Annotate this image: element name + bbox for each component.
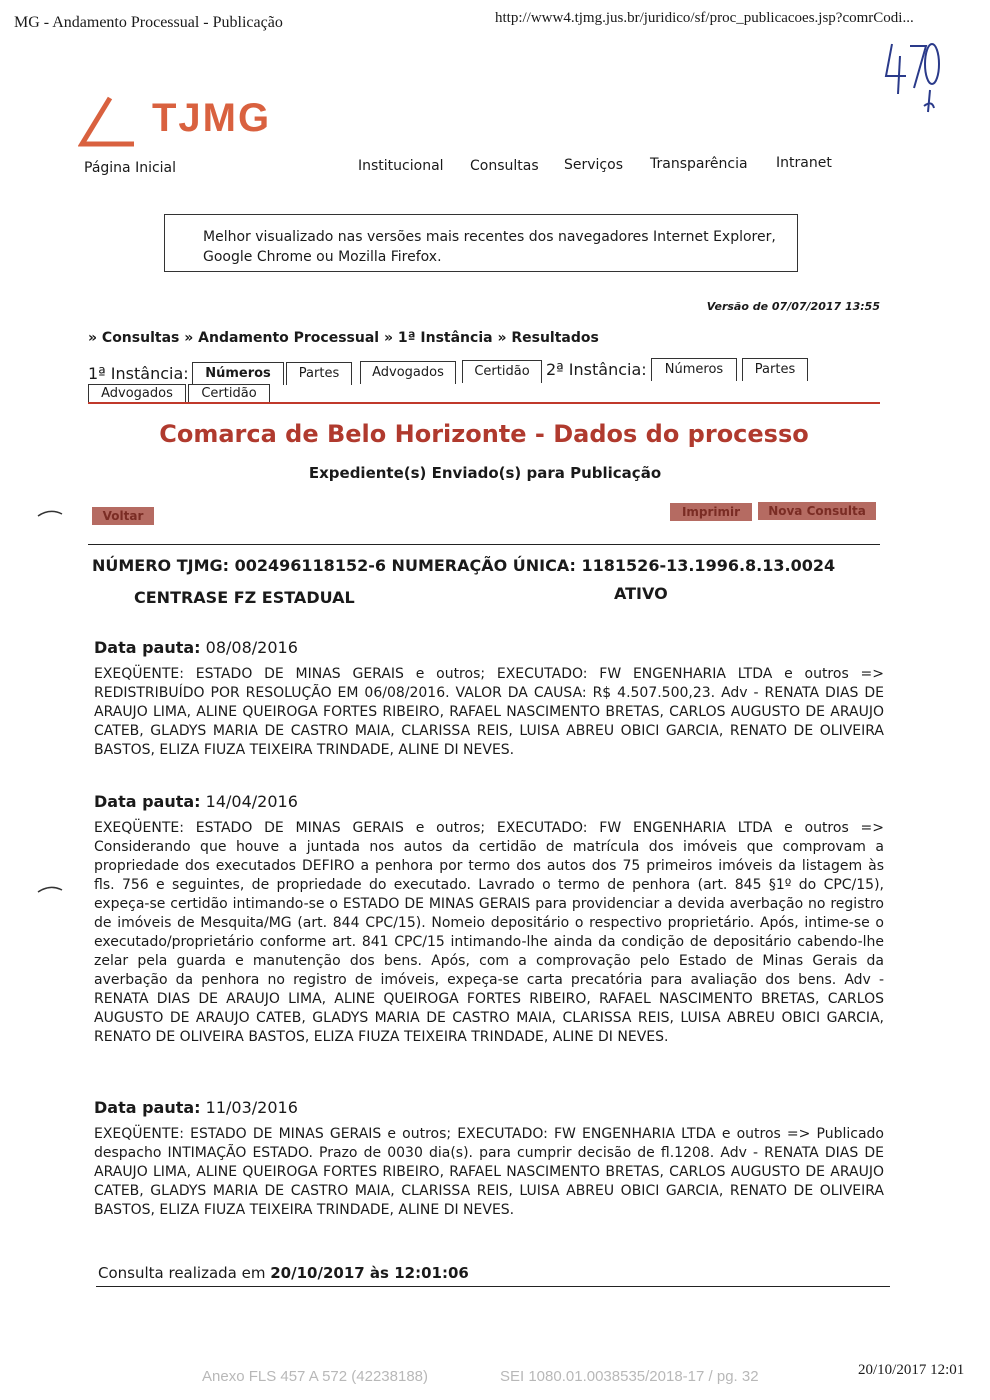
status-badge: ATIVO: [614, 584, 668, 603]
entry-date: 11/03/2016: [205, 1098, 298, 1117]
second-instance-label: 2ª Instância:: [546, 360, 647, 379]
list-item: [94, 792, 884, 1047]
section-divider: [88, 544, 880, 545]
entry-date-label: Data pauta:: [94, 1098, 201, 1117]
query-timestamp: [98, 1264, 469, 1282]
print-header-url: http://www4.tjmg.jus.br/juridico/sf/proc_publicacoes.jsp?comrCodi...: [495, 10, 914, 26]
back-button[interactable]: Voltar: [92, 507, 154, 525]
tab-first-advogados-row2[interactable]: Advogados: [88, 384, 186, 403]
nav-item-institucional[interactable]: Institucional: [358, 158, 444, 174]
bottom-divider: [96, 1286, 890, 1287]
query-datetime: 20/10/2017 às 12:01:06: [270, 1264, 469, 1282]
entry-date: 08/08/2016: [205, 638, 298, 657]
tab-first-certidao-row2[interactable]: Certidão: [188, 384, 270, 403]
triangle-logo-icon: [78, 94, 138, 150]
entry-date-row: [94, 792, 884, 811]
list-item: [94, 1098, 884, 1220]
tab-second-partes[interactable]: Partes: [742, 358, 808, 381]
print-header-title: MG - Andamento Processual - Publicação: [14, 14, 283, 31]
tabs-divider: [88, 402, 880, 404]
first-instance-label: 1ª Instância:: [88, 364, 189, 383]
scan-punch-mark: [36, 884, 64, 894]
page-subtitle: Expediente(s) Enviado(s) para Publicação: [308, 464, 662, 482]
print-button[interactable]: Imprimir: [670, 503, 752, 521]
entry-date-label: Data pauta:: [94, 638, 201, 657]
footer-print-datetime: 20/10/2017 12:01: [858, 1362, 965, 1378]
entry-date-row: [94, 1098, 884, 1117]
entry-date-row: [94, 638, 884, 657]
home-link[interactable]: Página Inicial: [84, 160, 177, 176]
scan-punch-mark: [36, 508, 64, 518]
nav-item-transparencia[interactable]: Transparência: [650, 156, 748, 172]
new-query-button[interactable]: Nova Consulta: [758, 502, 876, 520]
footer-sei-ref: SEI 1080.01.0038535/2018-17 / pg. 32: [500, 1368, 759, 1385]
entry-text: EXEQÜENTE: ESTADO DE MINAS GERAIS e outros; EXECUTADO: FW ENGENHARIA LTDA e outros => Publicado despacho INTIMAÇÃO ESTADO. Prazo de 0030 dia(s). para cumprir decisão de fl.1208. Adv - RENATA DIAS DE ARAUJO LIMA, ALINE QUEIROGA FORTES RIBEIRO, RAFAEL NASCIMENTO BRETAS, CARLOS AUGUSTO DE ARAUJO CATEB, GLADYS MARIA DE CASTRO MAIA, CLARISSA REIS, LUISA ABREU OBICI GARCIA, RENATO DE OLIVEIRA BASTOS, ELIZA FIUZA TEIXEIRA TRINDADE, ALINE DI NEVES.: [94, 1126, 884, 1218]
browser-notice: Melhor visualizado nas versões mais recentes dos navegadores Internet Explorer, Google Chrome ou Mozilla Firefox.: [164, 214, 798, 272]
nav-item-intranet[interactable]: Intranet: [776, 155, 832, 171]
logo-text: TJMG: [152, 96, 272, 140]
nav-item-servicos[interactable]: Serviços: [564, 157, 623, 173]
tab-first-certidao[interactable]: Certidão: [462, 360, 542, 383]
list-item: [94, 638, 884, 760]
handwritten-page-number: [882, 36, 942, 116]
main-nav: [358, 154, 878, 178]
tab-first-advogados[interactable]: Advogados: [360, 361, 456, 384]
entry-text: EXEQÜENTE: ESTADO DE MINAS GERAIS e outros; EXECUTADO: FW ENGENHARIA LTDA e outros => REDISTRIBUÍDO POR RESOLUÇÃO EM 06/08/2016. VALOR DA CAUSA: R$ 4.507.500,23. Adv - RENATA DIAS DE ARAUJO LIMA, ALINE QUEIROGA FORTES RIBEIRO, RAFAEL NASCIMENTO BRETAS, CARLOS AUGUSTO DE ARAUJO CATEB, GLADYS MARIA DE CASTRO MAIA, CLARISSA REIS, LUISA ABREU OBICI GARCIA, RENATO DE OLIVEIRA BASTOS, ELIZA FIUZA TEIXEIRA TRINDADE, ALINE DI NEVES.: [94, 666, 884, 758]
tab-second-numeros[interactable]: Números: [651, 358, 737, 381]
court-name: CENTRASE FZ ESTADUAL: [134, 588, 355, 607]
nav-item-consultas[interactable]: Consultas: [470, 158, 539, 174]
footer-attachment-ref: Anexo FLS 457 A 572 (42238188): [202, 1368, 429, 1385]
entry-date: 14/04/2016: [205, 792, 298, 811]
page-title: Comarca de Belo Horizonte - Dados do processo: [159, 420, 809, 448]
tab-first-partes[interactable]: Partes: [286, 362, 352, 385]
breadcrumb: » Consultas » Andamento Processual » 1ª Instância » Resultados: [88, 330, 599, 346]
version-label: Versão de 07/07/2017 13:55: [706, 300, 880, 313]
tjmg-logo[interactable]: [78, 94, 308, 154]
entry-text: EXEQÜENTE: ESTADO DE MINAS GERAIS e outros; EXECUTADO: FW ENGENHARIA LTDA e outros => Considerando que houve a juntada nos autos da certidão de matrícula dos imóveis que comprovam a propriedade dos executados DEFIRO a penhora por termo dos autos dos 75 primeiros imóveis da listagem às fls. 756 e seguintes, de propriedade do executado. Lavrado o termo de penhora (art. 845 §1º do CPC/15), expeça-se certidão intimando-se o ESTADO DE MINAS GERAIS para providenciar a devida averbação no registro de imóveis de Mesquita/MG (art. 844 CPC/15). Nomeio depositário o respectivo proprietário. Após, intime-se o executado/proprietário conforme art. 841 CPC/15 intimando-lhe ainda da condição de depositário cabendo-lhe zelar pela guarda e manutenção dos bens. Após, com a comprovação pelo Estado de Minas Gerais da averbação da penhora no registro de imóveis, expeça-se carta precatória para avaliação dos bens. Adv - RENATA DIAS DE ARAUJO LIMA, ALINE QUEIROGA FORTES RIBEIRO, RAFAEL NASCIMENTO BRETAS, CARLOS AUGUSTO DE ARAUJO CATEB, GLADYS MARIA DE CASTRO MAIA, CLARISSA REIS, LUISA ABREU OBICI GARCIA, RENATO DE OLIVEIRA BASTOS, ELIZA FIUZA TEIXEIRA TRINDADE, ALINE DI NEVES.: [94, 820, 884, 1045]
query-prefix: Consulta realizada em: [98, 1264, 266, 1282]
entry-date-label: Data pauta:: [94, 792, 201, 811]
process-number: NÚMERO TJMG: 002496118152-6 NUMERAÇÃO ÚNICA: 1181526-13.1996.8.13.0024: [92, 556, 836, 575]
tab-first-numeros[interactable]: Números: [192, 362, 284, 385]
